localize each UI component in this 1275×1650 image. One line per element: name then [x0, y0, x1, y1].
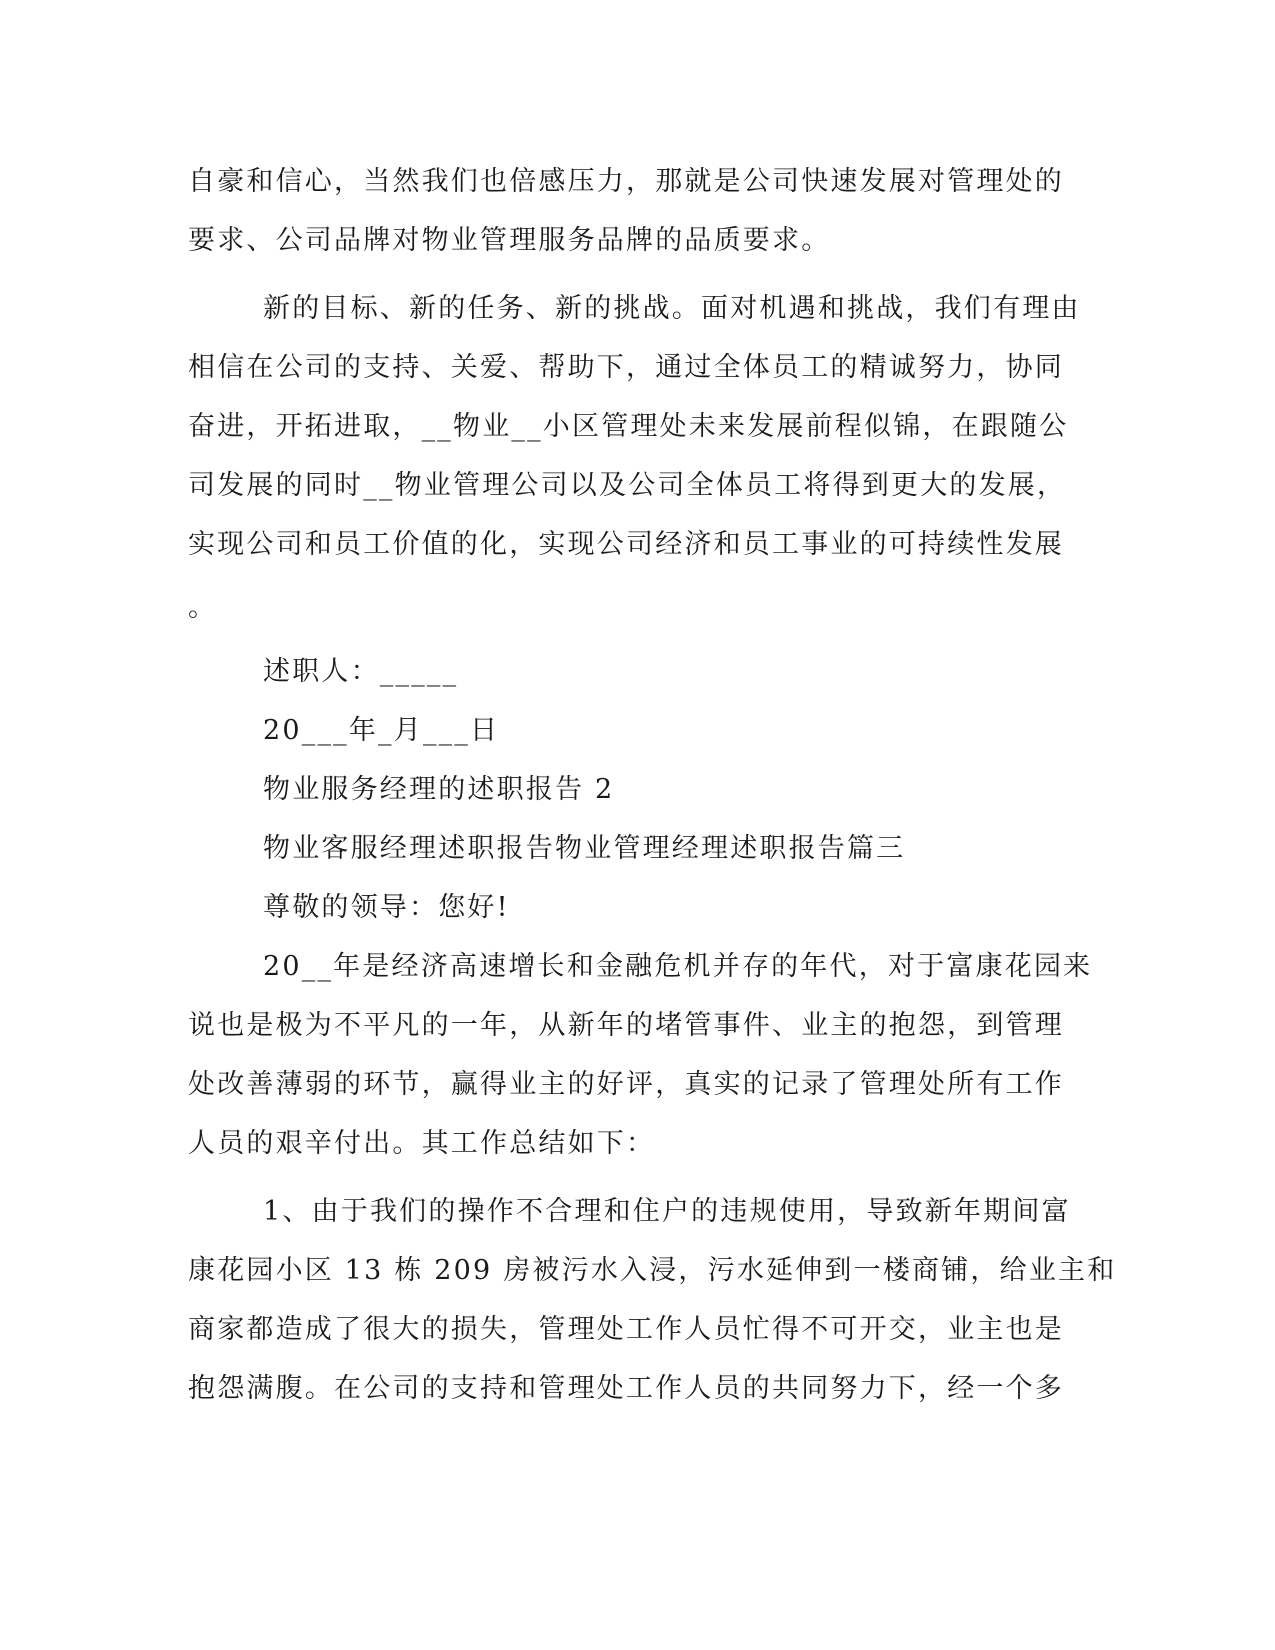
- paragraph-line: 奋进，开拓进取，__物业__小区管理处未来发展前程似锦，在跟随公: [188, 411, 1069, 442]
- paragraph-line: 商家都造成了很大的损失，管理处工作人员忙得不可开交，业主也是: [188, 1314, 1064, 1345]
- section-subtitle: 物业客服经理述职报告物业管理经理述职报告篇三: [263, 833, 906, 864]
- paragraph-line: 新的目标、新的任务、新的挑战。面对机遇和挑战，我们有理由: [263, 293, 1081, 324]
- paragraph-line: 说也是极为不平凡的一年，从新年的堵管事件、业主的抱怨，到管理: [188, 1010, 1064, 1041]
- paragraph-line: 司发展的同时__物业管理公司以及公司全体员工将得到更大的发展，: [188, 470, 1067, 501]
- signature-line: 述职人：_____: [263, 656, 459, 687]
- paragraph-line: 。: [188, 592, 218, 623]
- paragraph-line: 自豪和信心，当然我们也倍感压力，那就是公司快速发展对管理处的: [188, 166, 1064, 197]
- paragraph-line: 处改善薄弱的环节，赢得业主的好评，真实的记录了管理处所有工作: [188, 1069, 1064, 1100]
- paragraph-line: 1、由于我们的操作不合理和住户的违规使用，导致新年期间富: [263, 1196, 1071, 1227]
- paragraph-line: 实现公司和员工价值的化，实现公司经济和员工事业的可持续性发展: [188, 529, 1064, 560]
- paragraph-line: 康花园小区 13 栋 209 房被污水入浸，污水延伸到一楼商铺，给业主和: [188, 1255, 1117, 1286]
- date-line: 20___年_月___日: [263, 715, 500, 746]
- paragraph-line: 20__年是经济高速增长和金融危机并存的年代，对于富康花园来: [263, 951, 1093, 982]
- paragraph-line: 相信在公司的支持、关爱、帮助下，通过全体员工的精诚努力，协同: [188, 352, 1064, 383]
- paragraph-line: 抱怨满腹。在公司的支持和管理处工作人员的共同努力下，经一个多: [188, 1373, 1064, 1404]
- paragraph-line: 人员的艰辛付出。其工作总结如下：: [188, 1128, 656, 1159]
- section-title: 物业服务经理的述职报告 2: [263, 774, 615, 805]
- salutation: 尊敬的领导：您好!: [263, 892, 510, 923]
- paragraph-line: 要求、公司品牌对物业管理服务品牌的品质要求。: [188, 225, 831, 256]
